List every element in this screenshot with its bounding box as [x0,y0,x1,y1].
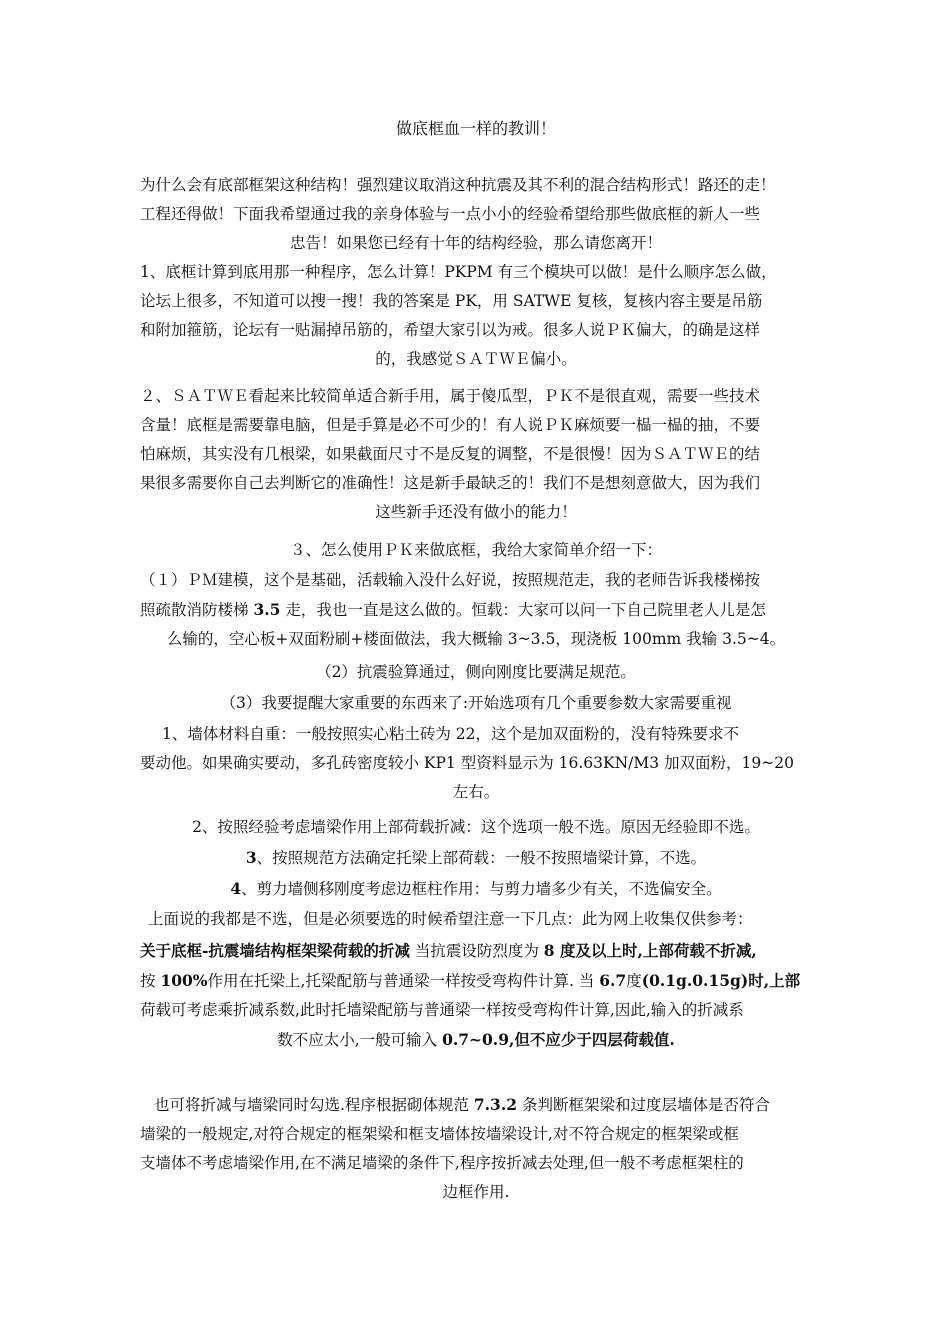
final-line-4: 边框作用. [442,1183,510,1201]
reference-line-3: 荷载可考虑乘折减系数,此时托墙梁配筋与普通梁一样按受弯构件计算,因此,输入的折减系 [140,1001,744,1019]
option-4-text: 、剪力墙侧移刚度考虑边框柱作用：与剪力墙多少有关，不选偏安全。 [241,880,722,898]
option-3 [140,843,812,873]
item-1-line-2 [140,595,812,625]
section-3-item-2: （2）抗震验算通过，侧向刚度比要满足规范。 [316,663,636,681]
intro-line-3: 忠告！如果您已经有十年的结构经验，那么请您离开！ [289,234,662,252]
final-line-2: 墙梁的一般规定,对符合规定的框架梁和框支墙体按墙梁设计,对不符合规定的框架梁或框 [140,1125,739,1143]
text-run: 条判断框架梁和过度层墙体是否符合 [517,1096,770,1114]
text-run: 照疏散消防楼梯 [140,601,254,619]
option-1-line-2: 要动他。如果确实要动，多孔砖密度较小 KP1 型资料显示为 16.63KN/M3 加双面粉，19~20 [140,754,794,772]
option-2: 2、按照经验考虑墙梁作用上部荷载折减：这个选项一般不选。原因无经验即不选。 [192,818,760,836]
text-run: 作用在托梁上,托梁配筋与普通梁一样按受弯构件计算. 当 [207,972,600,990]
summary-line: 上面说的我都是不选，但是必须要选的时候希望注意一下几点：此为网上收集仅供参考： [148,910,753,928]
section-2-line-4: 果很多需要你自己去判断它的准确性！这是新手最缺乏的！我们不是想刻意做大，因为我们 [140,474,761,492]
stair-load-value: 3.5 [253,600,281,619]
reference-paragraph [140,936,812,1055]
text-run: 数不应太小,一般可输入 [277,1031,443,1049]
section-2-line-5: 这些新手还没有做小的能力！ [375,503,577,521]
text-run: 走，我也一直是这么做的。恒载：大家可以问一下自己院里老人儿是怎 [280,601,766,619]
text-run: 当抗震设防烈度为 [409,942,544,960]
section-1-line-4: 的，我感觉ＳＡＴＷＥ偏小。 [375,350,577,368]
intro-line-2: 工程还得做！下面我希望通过我的亲身体验与一点小小的经验希望给那些做底框的新人一些 [140,205,761,223]
document-title: 做底框血一样的教训！ [395,119,556,138]
option-1-line-3: 左右。 [452,783,500,801]
section-3-item-3: （3）我要提醒大家重要的东西来了:开始选项有几个重要参数大家需要重视 [220,694,732,712]
section-2-line-3: 怕麻烦，其实没有几根梁，如果截面尺寸不是反复的调整，不是很慢！因为ＳＡＴＷＥ的结 [140,445,761,463]
option-3-number: 3 [245,848,257,867]
option-4-number: 4 [230,879,242,898]
text-run: 度及以上时,上部荷载不折减, [554,941,757,960]
section-3-item-1 [140,566,812,654]
final-line-1 [140,1090,812,1120]
section-1-line-1: 1、底框计算到底用那一种程序，怎么计算！PKPM 有三个模块可以做！是什么顺序怎么做， [140,263,777,281]
section-2-line-1: ２、ＳＡＴＷＥ看起来比较简单适合新手用，属于傻瓜型，ＰＫ不是很直观，需要一些技术 [140,387,761,405]
section-2-paragraph [140,382,812,527]
section-1-line-3: 和附加箍筋，论坛有一贴漏掉吊筋的，希望大家引以为戒。很多人说ＰＫ偏大，的确是这样 [140,321,761,339]
final-line-3: 支墙体不考虑墙梁作用,在不满足墙梁的条件下,程序按折减去处理,但一般不考虑框架柱的 [140,1154,744,1172]
text-run: 时,上部 [748,971,801,990]
reference-line-2 [140,966,812,996]
option-1-paragraph [140,720,812,807]
factor-range-value: 0.7~0.9 [442,1030,509,1049]
intensity-value: 8 [543,941,555,960]
intro-line-1: 为什么会有底部框架这种结构！强烈建议取消这种抗震及其不利的混合结构形式！路还的走！ [140,176,776,194]
section-2-line-2: 含量！底框是需要靠电脑，但是手算是必不可少的！有人说ＰＫ麻烦要一榀一榀的抽，不要 [140,416,761,434]
percent-value: 100% [160,971,208,990]
item-1-line-1: （１）ＰＭ建模，这个是基础，活载输入没什么好说，按照规范走，我的老师告诉我楼梯按 [140,571,761,589]
option-4 [140,874,812,904]
section-1-paragraph [140,258,812,374]
reference-line-4 [140,1025,812,1055]
text-run: 度 [626,972,642,990]
option-1-line-1: 1、墙体材料自重：一般按照实心粘土砖为 22，这个是加双面粉的，没有特殊要求不 [162,725,740,743]
text-run: ,但不应少于四层荷载值. [508,1030,675,1049]
code-clause-value: 7.3.2 [473,1095,518,1114]
final-paragraph [140,1090,812,1207]
reference-line-1 [140,936,812,966]
text-run: 按 [140,972,161,990]
section-3-heading: ３、怎么使用ＰＫ来做底框，我给大家简单介绍一下： [289,541,662,559]
intro-paragraph [140,171,812,258]
reference-heading: 关于底框-抗震墙结构框架梁荷载的折减 [140,941,410,960]
section-1-line-2: 论坛上很多，不知道可以搜一搜！我的答案是 PK，用 SATWE 复核，复核内容主要是吊筋 [140,292,763,310]
item-1-line-3: 么输的，空心板+双面粉刷+楼面做法，我大概输 3~3.5，现浇板 100mm 我输 3.5~4。 [166,630,786,648]
text-run: 也可将折减与墙梁同时勾选.程序根据砌体规范 [154,1096,474,1114]
acceleration-value: (0.1g.0.15g) [641,971,749,990]
intensity-value: 6.7 [599,971,627,990]
option-3-text: 、按照规范方法确定托梁上部荷载：一般不按照墙梁计算，不选。 [256,849,707,867]
